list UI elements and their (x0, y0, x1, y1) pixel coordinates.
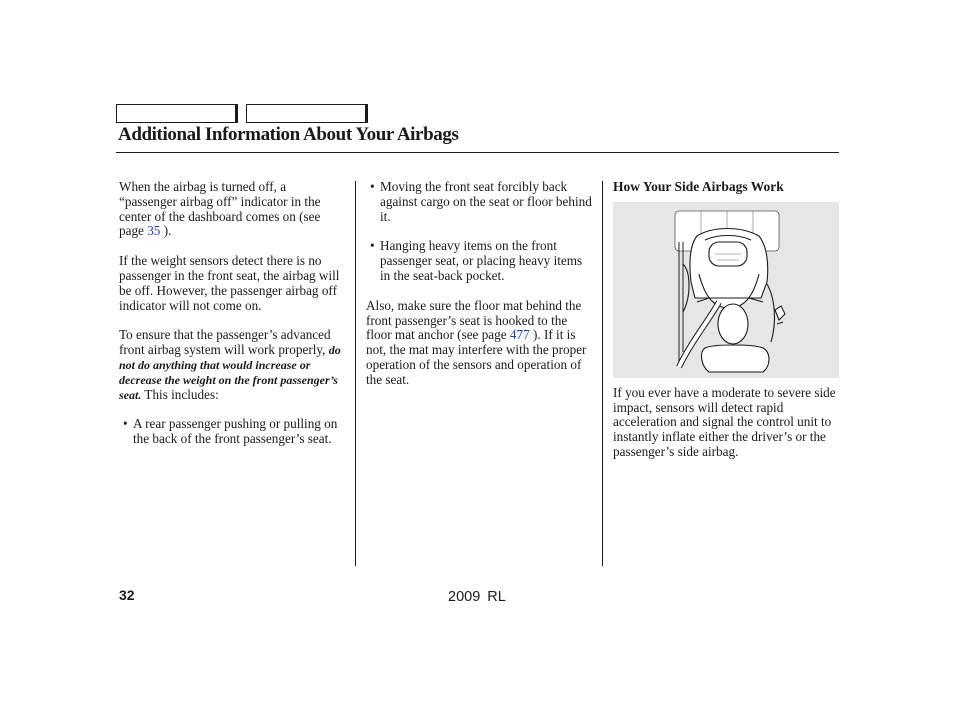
footer-model-label: 2009 RL (448, 589, 506, 605)
page-link-477[interactable]: 477 (509, 327, 530, 343)
section-subheading: How Your Side Airbags Work (613, 179, 784, 194)
col2-para1-text: Also, make sure the floor mat behind the front passenger’s seat is hooked to the floor mat anchor (see page (366, 297, 582, 343)
col1-para1-end: ). (160, 223, 172, 239)
col3-paragraph-1: If you ever have a moderate to severe side impact, sensors will detect rapid acceleration and signal the control unit to instantly inflate either the driver’s or the passenger’s side airbag. (613, 384, 836, 459)
nav-tab-2[interactable] (246, 104, 366, 123)
col1-bullet-1 (119, 417, 343, 447)
col1-paragraph-1 (119, 180, 343, 239)
page-number: 32 (119, 587, 135, 603)
bullet-glyph: • (123, 416, 128, 432)
col2-bullet2-text: Hanging heavy items on the front passenger seat, or placing heavy items in the seat-back pocket. (380, 238, 583, 283)
col1-paragraph-2: If the weight sensors detect there is no passenger in the front seat, the airbag will be off. However, the passenger airbag off indicator will not come on. (119, 253, 340, 313)
col2-bullet1-text: Moving the front seat forcibly back against cargo on the seat or floor behind it. (380, 179, 592, 224)
column-divider-2 (602, 181, 603, 566)
col1-bullet1-text: A rear passenger pushing or pulling on the back of the front passenger’s seat. (133, 416, 338, 447)
col1-paragraph-3 (119, 328, 343, 402)
bullet-glyph: • (370, 179, 375, 194)
column-2 (366, 180, 592, 403)
col2-para1-end: ). If it is not, the mat may interfere with the proper operation of the sensors and operation of the seat. (366, 327, 587, 387)
col1-para1-text: When the airbag is turned off, a “passenger airbag off” indicator in the center of the dashboard comes on (see page (119, 179, 321, 239)
column-divider-1 (355, 181, 356, 566)
side-airbag-illustration (613, 202, 839, 378)
page-link-35[interactable]: 35 (147, 223, 161, 239)
col2-bullet-1 (366, 180, 592, 224)
col2-bullet-2 (366, 239, 592, 283)
warning-emphasis: do not do anything that would increase or decrease the weight on the front passenger’s seat. (119, 343, 341, 402)
seat-occupant-illustration (613, 202, 839, 378)
nav-tab-1[interactable] (116, 104, 236, 123)
column-3 (613, 180, 839, 475)
title-rule (116, 152, 839, 153)
col1-para3-end: This includes: (141, 386, 219, 402)
bullet-glyph: • (370, 238, 375, 254)
column-1 (119, 180, 343, 462)
col2-paragraph-1 (366, 299, 592, 388)
page-title: Additional Information About Your Airbags (118, 124, 459, 145)
col1-para3-text: To ensure that the passenger’s advanced front airbag system will work properly, (119, 327, 331, 358)
